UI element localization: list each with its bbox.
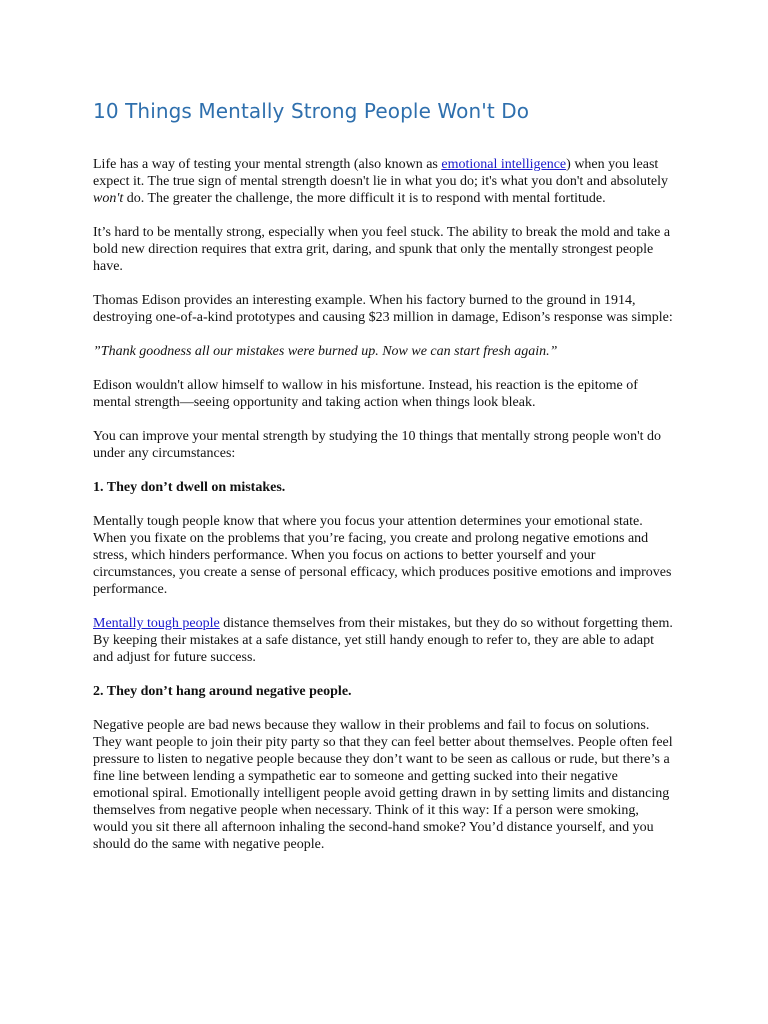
- page-title: 10 Things Mentally Strong People Won't Do: [93, 99, 530, 123]
- paragraph-distance: [93, 615, 676, 666]
- paragraph-list-intro: You can improve your mental strength by studying the 10 things that mentally strong people won't do under any circumstances:: [93, 429, 662, 461]
- emotional-intelligence-link[interactable]: emotional intelligence: [441, 157, 567, 172]
- section-heading-2: 2. They don’t hang around negative people.: [93, 684, 352, 699]
- edison-quote: ”Thank goodness all our mistakes were burned up. Now we can start fresh again.”: [93, 344, 558, 359]
- paragraph-stuck: It’s hard to be mentally strong, especially when you feel stuck. The ability to break the mold and take a bold new direction requires that extra grit, daring, and spunk that only the mentally strongest people have.: [93, 225, 671, 274]
- mentally-tough-people-link[interactable]: Mentally tough people: [93, 616, 220, 631]
- paragraph-edison-reaction: Edison wouldn't allow himself to wallow in his misfortune. Instead, his reaction is the epitome of mental strength—seeing opportunity and taking action when things look bleak.: [93, 378, 638, 410]
- paragraph-intro-text-3: do. The greater the challenge, the more difficult it is to respond with mental fortitude.: [123, 191, 606, 206]
- paragraph-intro-emphasis: won't: [93, 191, 124, 206]
- paragraph-negative-people: Negative people are bad news because they wallow in their problems and fail to focus on solutions. They want people to join their pity party so that they can feel better about themselves. People often feel pressure to listen to negative people because they don’t want to be seen as callous or rude, but there’s a fine line between lending a sympathetic ear to someone and getting sucked into their negative emotional spiral. Emotionally intelligent people avoid getting drawn in by setting limits and distancing themselves from negative people when necessary. Think of it this way: If a person were smoking, would you sit there all afternoon inhaling the second-hand smoke? You’d distance yourself, and you should do the same with negative people.: [93, 718, 673, 852]
- paragraph-focus: Mentally tough people know that where you focus your attention determines your emotional state. When you fixate on the problems that you’re facing, you create and prolong negative emotions and stress, which hinders performance. When you focus on actions to better yourself and your circumstances, you create a sense of personal efficacy, which produces positive emotions and improves performance.: [93, 514, 672, 597]
- paragraph-intro-text-1: Life has a way of testing your mental strength (also known as: [93, 157, 442, 172]
- section-heading-1: 1. They don’t dwell on mistakes.: [93, 480, 286, 495]
- paragraph-intro: [93, 156, 676, 207]
- paragraph-intro-text-2: ) when you least expect it. The true sign of mental strength doesn't lie in what you do; it's what you don't and absolutely: [93, 157, 668, 189]
- paragraph-distance-text: distance themselves from their mistakes, but they do so without forgetting them. By keeping their mistakes at a safe distance, yet still handy enough to refer to, they are able to adapt and adjust for future success.: [93, 616, 673, 665]
- paragraph-edison: Thomas Edison provides an interesting example. When his factory burned to the ground in 1914, destroying one-of-a-kind prototypes and causing $23 million in damage, Edison’s response was simple:: [93, 293, 673, 325]
